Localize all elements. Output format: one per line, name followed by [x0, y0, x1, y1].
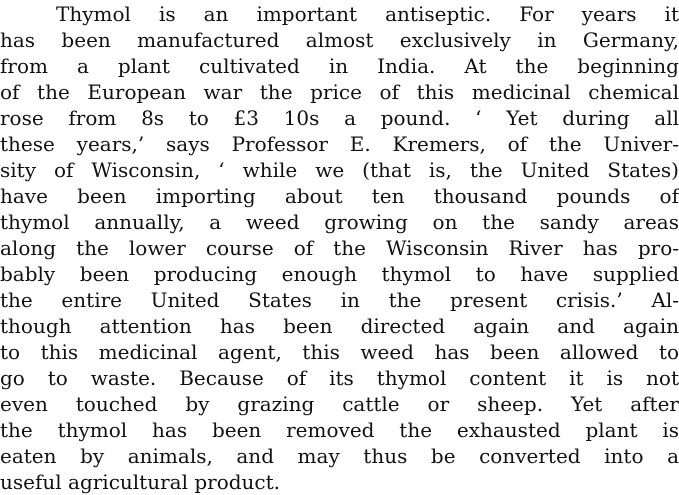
text-line-6: these years,’ says Professor E. Kremers, of the Univer- [0, 132, 679, 156]
text-line-1: Thymol is an important antiseptic. For years it [56, 2, 679, 26]
text-line-14: to this medicinal agent, this weed has been allowed to [0, 340, 679, 364]
text-line-13: though attention has been directed again and again [0, 314, 679, 338]
text-line-18: eaten by animals, and may thus be converted into a [0, 444, 679, 468]
text-line-16: even touched by grazing cattle or sheep. Yet after [0, 392, 679, 416]
text-line-10: along the lower course of the Wisconsin River has pro- [0, 236, 679, 260]
text-line-19: useful agricultural product. [0, 470, 281, 494]
text-line-12: the entire United States in the present crisis.’ Al- [0, 288, 679, 312]
text-line-4: of the European war the price of this medicinal chemical [0, 80, 679, 104]
text-line-9: thymol annually, a weed growing on the sandy areas [0, 210, 679, 234]
text-line-8: have been importing about ten thousand pounds of [0, 184, 679, 208]
text-line-5: rose from 8s to £3 10s a pound. ‘ Yet during all [0, 106, 679, 130]
text-line-7: sity of Wisconsin, ‘ while we (that is, the United States) [0, 158, 679, 182]
text-line-2: has been manufactured almost exclusively in Germany, [0, 28, 679, 52]
text-line-11: bably been producing enough thymol to have supplied [0, 262, 679, 286]
text-line-15: go to waste. Because of its thymol content it is not [0, 366, 679, 390]
text-line-3: from a plant cultivated in India. At the beginning [0, 54, 679, 78]
text-line-17: the thymol has been removed the exhausted plant is [0, 418, 679, 442]
